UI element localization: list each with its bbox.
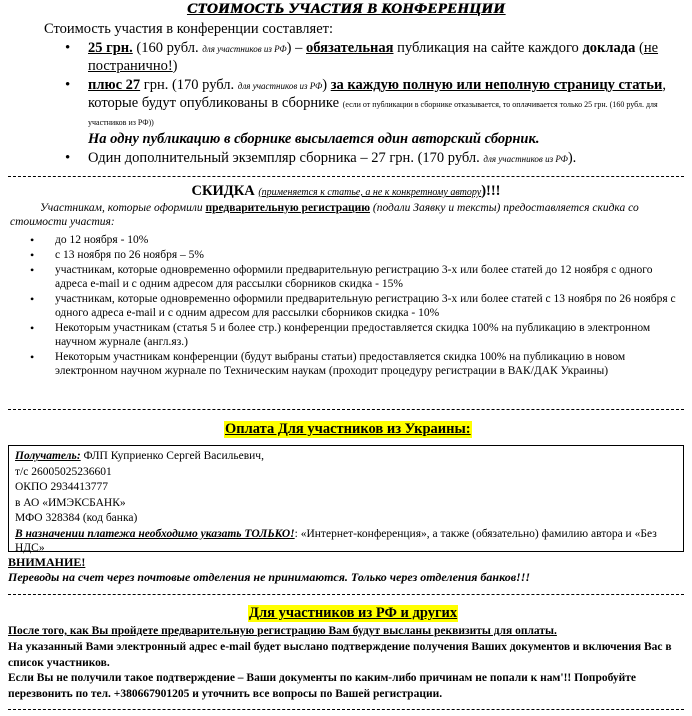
text-fragment: ). [567, 150, 577, 166]
text-fragment: публикация на сайте каждого [393, 40, 583, 56]
warning-title: ВНИМАНИЕ! [8, 555, 86, 569]
rf-line-1: После того, как Вы пройдете предварительную регистрацию Вам будут высланы реквизиты для оплаты. [8, 625, 557, 637]
discount-note: (применяется к статье, а не к конкретному автору [258, 187, 482, 198]
text-fragment: грн. (170 рубл. [140, 77, 238, 93]
not-per-page-note: не постранично! [88, 40, 659, 74]
rf-line-3: Если Вы не получили такое подтверждение – Ваши документы по каким-либо причинам не попали к нам'!! Попробуйте перезвонить по тел. +380667901205 и уточнить все вопросы по Вашей регистрации. [8, 672, 637, 701]
text-fragment: ) [172, 58, 178, 74]
text-fragment: )!!! [481, 183, 501, 199]
section-divider [8, 709, 684, 710]
discount-item: • Некоторым участникам конференции (будут выбраны статьи) предоставляется скидка 100% на публикацию в новом электронном научном журнале по Техническим наукам (проходит процедуру регистрации в ВАК/ДАК Украины) [30, 350, 685, 378]
cost-list [58, 40, 686, 168]
text-fragment: Участникам, которые оформили [40, 202, 206, 214]
warning-text: Переводы на счет через почтовые отделения не принимаются. Только через отделения банков!!! [8, 570, 531, 584]
recipient-name: ФЛП Куприенко Сергей Васильевич, [80, 450, 264, 462]
text-fragment: ( [635, 40, 644, 56]
discount-item: • участникам, которые одновременно оформили предварительную регистрацию 3-х или более статей до 12 ноября с одного адреса e-mail и с одним адресом для рассылки сборников скидка - 15% [30, 263, 685, 291]
rf-note: для участников из РФ [483, 154, 568, 164]
discount-item: • с 13 ноября по 26 ноября – 5% [30, 248, 685, 262]
discount-heading [0, 183, 692, 200]
cost-item-per-page [58, 77, 686, 148]
recipient-label: Получатель: [15, 450, 81, 462]
purpose-label: В назначении платежа необходимо указать ТОЛЬКО! [15, 527, 295, 540]
recipient-line [15, 449, 677, 465]
mfo-code: МФО 328384 (код банка) [15, 512, 138, 524]
warning-block [8, 555, 688, 585]
bank-details-box [8, 445, 684, 552]
page-title: СТОИМОСТЬ УЧАСТИЯ В КОНФЕРЕНЦИИ [186, 1, 506, 17]
rf-payment-heading: Для участников из РФ и других [249, 605, 458, 621]
discount-list [30, 233, 685, 379]
text-fragment: (подали Заявку и тексты) предоставляется скидка со стоимости участия: [10, 202, 639, 228]
one-copy-note: На одну публикацию в сборнике высылается один авторский сборник. [88, 131, 540, 147]
discount-title: СКИДКА [191, 183, 255, 199]
text-fragment: Один дополнительный экземпляр сборника – 27 грн. (170 рубл. [88, 150, 484, 166]
bank-name: в АО «ИМЭКСБАНК» [15, 496, 126, 509]
rf-line-2: На указанный Вами электронный адрес e-mail будет выслано подтверждение получения Ваших документов и включения Вас в список участников. [8, 640, 672, 669]
base-price: 25 грн. [88, 40, 133, 56]
okpo-code: ОКПО 2934413777 [15, 481, 108, 493]
ukraine-payment-heading: Оплата Для участников из Украины: [225, 421, 471, 437]
per-page-label: за каждую полную или неполную страницу статьи [330, 77, 663, 93]
per-page-price: плюс 27 [88, 77, 141, 93]
cost-intro: Стоимость участия в конференции составляет: [44, 21, 334, 37]
fine-print-note: (если от публикации в сборнике отказывается, то оплачивается только 25 грн. (160 рубл. для участников из РФ)) [88, 100, 658, 127]
cost-item-base [58, 40, 686, 75]
pre-registration-label: предварительную регистрацию [205, 202, 370, 214]
section-divider [8, 409, 684, 410]
text-fragment: ) [322, 77, 331, 93]
mandatory-label: обязательная [306, 40, 394, 56]
account-number: т/с 26005025236601 [15, 465, 112, 478]
rf-instructions [8, 624, 684, 703]
text-fragment: ) – [286, 40, 306, 56]
purpose-text: : «Интернет-конференция», а также (обязательно) фамилию автора и «Без НДС» [15, 527, 657, 554]
rf-note: для участников из РФ [202, 44, 287, 54]
discount-item: • участникам, которые одновременно оформили предварительную регистрацию 3-х или более статей с 13 ноября по 26 ноября с одного адреса e-mail и с одним адресом для рассылки сборников скидка - 10% [30, 292, 685, 320]
discount-item: • до 12 ноября - 10% [30, 233, 685, 247]
discount-intro [10, 201, 684, 229]
text-fragment: доклада [582, 40, 636, 56]
section-divider [8, 594, 684, 595]
cost-item-extra-copy [58, 150, 686, 168]
discount-item: • Некоторым участникам (статья 5 и более стр.) конференции предоставляется скидка 100% на публикацию в электронном научном журнале (англ.яз.) [30, 321, 685, 349]
payment-purpose [15, 527, 677, 555]
section-divider [8, 176, 684, 177]
text-fragment: , которые будут опубликованы в сборнике [88, 77, 666, 111]
rf-note: для участников из РФ [237, 81, 323, 91]
base-price-alt: (160 рубл. [132, 40, 203, 56]
